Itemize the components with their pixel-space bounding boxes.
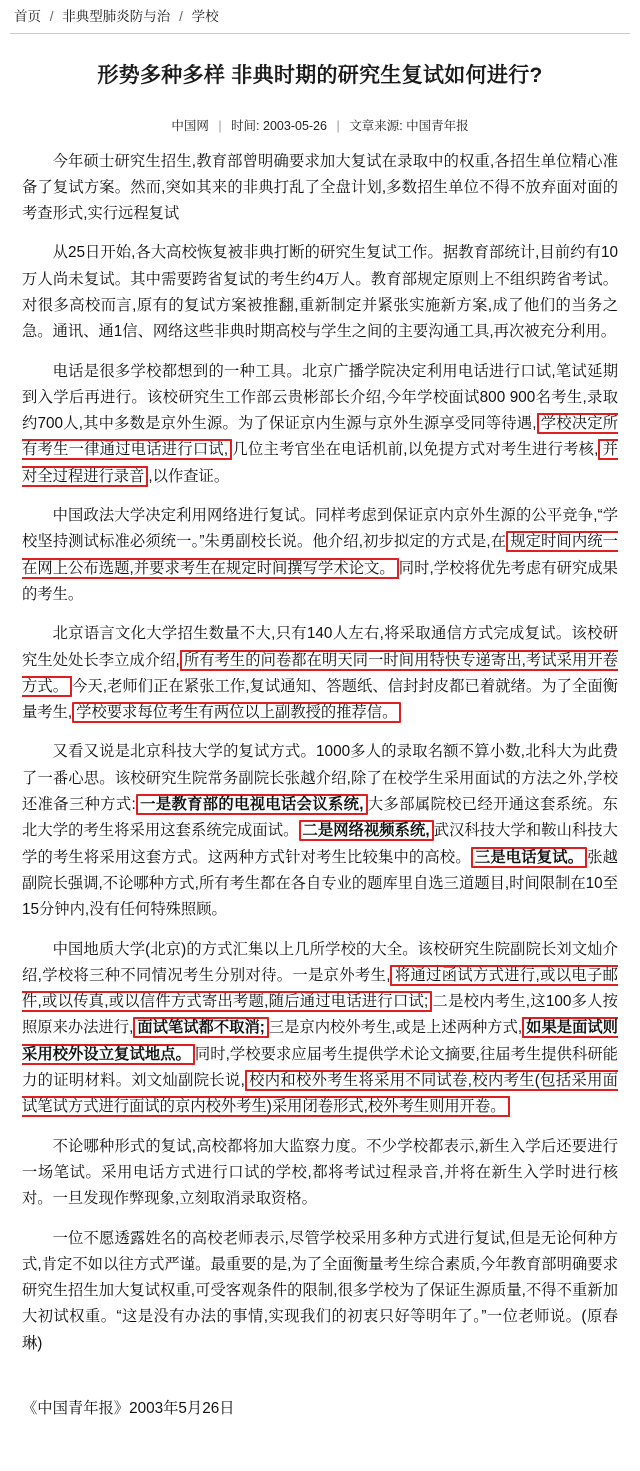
paragraph-text: 一位不愿透露姓名的高校老师表示,尽管学校采用多种方式进行复试,但是无论何种方式,肯定不如以往方式严谨。最重要的是,为了全面衡量考生综合素质,今年教育部明确要求研究生招生加大复试权重,可受客观条件的限制,很多学校为了保证生源质量,不得不重新加大初试权重。“这是没有办法的事情,实现我们的初衷只好等明年了。”一位老师说。(原春琳)	[22, 1229, 618, 1352]
paragraph-text: 同时,学校将优先考虑有研究成果的考生。	[22, 559, 618, 603]
highlighted-text: 学校要求每位考生有两位以上副教授的推荐信。	[72, 702, 401, 723]
highlighted-bold-text: 二是网络视频系统,	[299, 820, 434, 841]
article-paragraph	[22, 1134, 618, 1213]
highlighted-bold-text: 如果是面试则采用校外设立复试地点。	[22, 1019, 618, 1063]
meta-divider: |	[218, 119, 222, 134]
article-paragraph	[22, 503, 618, 608]
paragraph-text: 同时,学校要求应届考生提供学术论文摘要,往届考生提供科研能力的证明材料。刘文灿副院长说,	[22, 1045, 618, 1090]
paragraph-text: 大多部属院校已经开通这套系统。东北大学的考生将采用这套系统完成面试。	[22, 796, 618, 840]
paragraph-text: 电话是很多学校都想到的一种工具。北京广播学院决定利用电话进行口试,笔试延期到入学后再进行。该校研究生工作部云贵彬部长介绍,今年学校面试800 900名考生,录取约700人,其中多数是京外生源。为了保证京内生源与京外生源享受同等待遇,	[22, 362, 618, 433]
highlighted-text: 学校决定所有考生一律通过电话进行口试,	[22, 415, 618, 459]
paragraph-text: 几位主考官坐在电话机前,以免提方式对考生进行考核,	[232, 441, 599, 459]
highlighted-bold-text: 一是教育部的电视电话会议系统,	[136, 794, 368, 815]
breadcrumb-item-subcategory[interactable]: 学校	[191, 9, 219, 24]
paragraph-text: 今天,老师们正在紧张工作,复试通知、答题纸、信封封皮都已着就绪。为了全面衡量考生,	[22, 677, 618, 722]
paragraph-text: 三是京内校外考生,或是上述两种方式,	[268, 1019, 523, 1037]
highlighted-text: 将通过函试方式进行,或以电子邮件,或以传真,或以信件方式寄出考题,随后通过电话进行口试;	[22, 966, 618, 1011]
page-title: 形势多种多样 非典时期的研究生复试如何进行?	[97, 63, 543, 87]
paragraph-text: 北京语言文化大学招生数量不大,只有140人左右,将采取通信方式完成复试。该校研究生处处长李立成介绍,	[22, 625, 618, 669]
meta-time-label: 时间:	[231, 119, 260, 134]
paragraph-text: 不论哪种形式的复试,高校都将加大监察力度。不少学校都表示,新生入学后还要进行一场笔试。采用电话方式进行口试的学校,都将考试过程录音,并将在新生入学时进行核对。一旦发现作弊现象,立刻取消录取资格。	[22, 1137, 618, 1208]
breadcrumb-item-home[interactable]: 首页	[14, 9, 41, 24]
article-paragraph	[22, 621, 618, 726]
article-body	[0, 145, 640, 1357]
breadcrumb-item-category[interactable]: 非典型肺炎防与治	[62, 9, 171, 24]
highlighted-text: 校内和校外考生将采用不同试卷,校内考生(包括采用面试笔试方式进行面试的京内校外考生)采用闭卷形式,校外考生则用开卷。	[22, 1072, 618, 1116]
meta-time-value: 2003-05-26	[263, 119, 327, 134]
paragraph-text: 今年硕士研究生招生,教育部曾明确要求加大复试在录取中的权重,各招生单位精心准备了复试方案。然而,突如其来的非典打乱了全盘计划,多数招生单位不得不放弃面对面的考查形式,实行远程复试	[22, 152, 618, 223]
article-paragraph	[22, 240, 618, 345]
paragraph-text: 张越副院长强调,不论哪种方式,所有考生都在各自专业的题库里自选三道题目,时间限制在10至15分钟内,没有任何特殊照顾。	[22, 848, 618, 919]
paragraph-text: 从25日开始,各大高校恢复被非典打断的研究生复试工作。据教育部统计,目前约有10万人尚未复试。其中需要跨省复试的考生约4万人。教育部规定原则上不组织跨省考试。对很多高校而言,原有的复试方案被推翻,重新制定并紧张实施新方案,成了他们的当务之急。通讯、通1信、网络这些非典时期高校与学生之间的主要沟通工具,再次被充分利用。	[22, 244, 618, 341]
paragraph-text: 武汉科技大学和鞍山科技大学的考生将采用这套方式。这两种方式针对考生比较集中的高校。	[22, 822, 618, 866]
paragraph-text: 又看又说是北京科技大学的复试方式。1000多人的录取名额不算小数,北科大为此费了一番心思。该校研究生院常务副院长张越介绍,除了在校学生采用面试的方法之外,学校还准备三种方式:	[22, 743, 618, 814]
article-paragraph	[22, 1226, 618, 1357]
highlighted-text: 规定时间内统一在网上公布选题,并要求考生在规定时间撰写学术论文。	[22, 533, 618, 577]
paragraph-text: ,以作查证。	[148, 467, 230, 485]
meta-source-site: 中国网	[171, 119, 209, 134]
highlighted-bold-text: 三是电话复试。	[471, 847, 587, 868]
article-paragraph	[22, 937, 618, 1121]
breadcrumb-separator: /	[49, 9, 54, 24]
highlighted-bold-text: 面试笔试都不取消;	[133, 1017, 269, 1038]
breadcrumb-separator: /	[179, 9, 183, 24]
meta-origin-label: 文章来源:	[349, 119, 403, 134]
article-meta	[0, 116, 640, 145]
highlighted-text: 所有考生的问卷都在明天同一时间用特快专递寄出,考试采用开卷方式。	[22, 651, 618, 695]
highlighted-text: 并对全过程进行录音	[22, 441, 618, 485]
breadcrumb-divider	[10, 33, 630, 34]
paragraph-text: 中国政法大学决定利用网络进行复试。同样考虑到保证京内京外生源的公平竞争,“学校坚持测试标准必须统一。”朱勇副校长说。他介绍,初步拟定的方式是,在	[22, 507, 618, 551]
article-paragraph	[22, 739, 618, 923]
paragraph-text: 中国地质大学(北京)的方式汇集以上几所学校的大全。该校研究生院副院长刘文灿介绍,学校将三种不同情况考生分别对待。一是京外考生,	[22, 940, 618, 984]
meta-divider: |	[336, 119, 340, 134]
paragraph-text: 二是校内考生,这100多人按照原来办法进行,	[22, 993, 618, 1037]
article-paragraph	[22, 359, 618, 490]
article-paragraph	[22, 149, 618, 228]
breadcrumb	[0, 0, 640, 33]
article-footer: 《中国青年报》2003年5月26日	[22, 1399, 235, 1417]
meta-origin-value: 中国青年报	[406, 119, 469, 134]
